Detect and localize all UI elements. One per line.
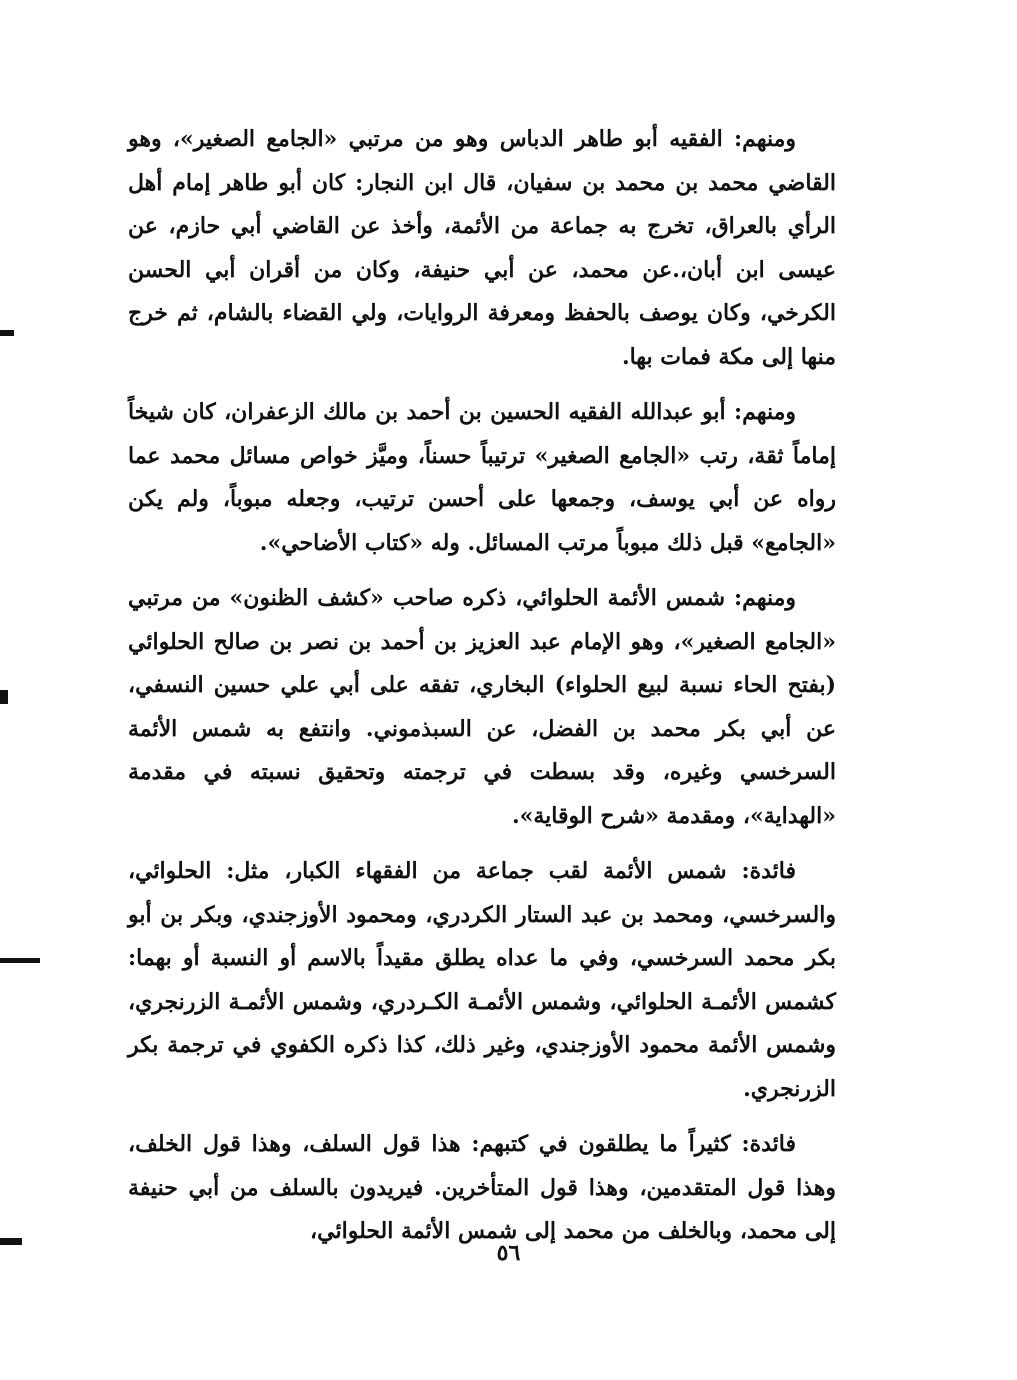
- scan-edge-mark: [0, 330, 14, 336]
- scan-edge-mark: [0, 690, 8, 704]
- paragraph-zafaran: ومنهم: أبو عبدالله الفقيه الحسين بن أحمد بن مالك الزعفران، كان شيخاً إماماً ثقة، رتب «الجامع الصغير» ترتيباً حسناً، وميَّز خواص مسائل محمد عما رواه عن أبي يوسف، وجمعها على أحسن ترتيب، وجعله مبوباً، ولم يكن «الجامع» قبل ذلك مبوباً مرتب المسائل. وله «كتاب الأضاحي».: [128, 399, 836, 556]
- paragraph-note-shams-al-aimma: فائدة: شمس الأئمة لقب جماعة من الفقهاء الكبار، مثل: الحلوائي، والسرخسي، ومحمد بن عبد الستار الكردري، ومحمود الأوزجندي، وبكر بن أبو بكر محمد السرخسي، وفي ما عداه يطلق مقيداً بالاسم أو النسبة أو بهما: كشمس الأئمـة الحلوائي، وشمس الأئمـة الكـردري، وشمس الأئمـة الزرنجري، وشمس الأئمة محمود الأوزجندي، وغير ذلك، كذا ذكره الكفوي في ترجمة بكر الزرنجري.: [128, 858, 836, 1102]
- page-number: ٥٦: [496, 1240, 521, 1266]
- paragraph-halwai: ومنهم: شمس الأئمة الحلوائي، ذكره صاحب «كشف الظنون» من مرتبي «الجامع الصغير»، وهو الإمام عبد العزيز بن أحمد بن نصر بن صالح الحلوائي (بفتح الحاء نسبة لبيع الحلواء) البخاري، تفقه على أبي علي حسين النسفي، عن أبي بكر محمد بن الفضل، عن السبذموني. وانتفع به شمس الأئمة السرخسي وغيره، وقد بسطت في ترجمته وتحقيق نسبته في مقدمة «الهداية»، ومقدمة «شرح الوقاية».: [128, 585, 836, 829]
- scan-edge-mark: [0, 958, 40, 963]
- paragraph-abu-tahir: ومنهم: الفقيه أبو طاهر الدباس وهو من مرتبي «الجامع الصغير»، وهو القاضي محمد بن محمد بن سفيان، قال ابن النجار: كان أبو طاهر إمام أهل الرأي بالعراق، تخرج به جماعة من الأئمة، وأخذ عن القاضي أبي حازم، عن عيسى ابن أبان،.عن محمد، عن أبي حنيفة، وكان من أقران أبي الحسن الكرخي، وكان يوصف بالحفظ ومعرفة الروايات، ولي القضاء بالشام، ثم خرج منها إلى مكة فمات بها.: [128, 126, 836, 370]
- page-body: [128, 118, 836, 1266]
- paragraph-note-salaf-khalaf: فائدة: كثيراً ما يطلقون في كتبهم: هذا قول السلف، وهذا قول الخلف، وهذا قول المتقدمين، وهذا قول المتأخرين. فيريدون بالسلف من أبي حنيفة إلى محمد، وبالخلف من محمد إلى شمس الأئمة الحلوائي،: [128, 1131, 836, 1244]
